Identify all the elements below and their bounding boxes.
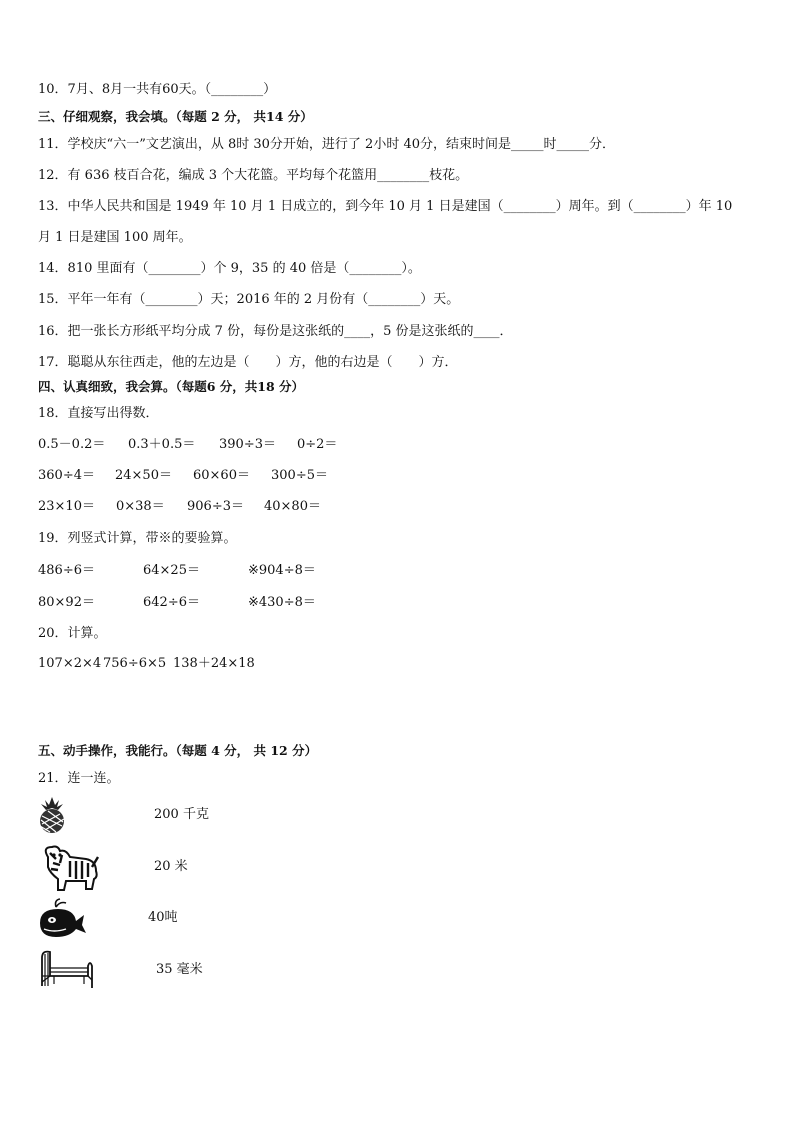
- q18-item: 0×38＝: [116, 499, 165, 514]
- question-15: 15．平年一年有（________）天；2016 年的 2 月份有（________）天。: [38, 292, 460, 307]
- question-12: 12．有 636 枝百合花，编成 3 个大花篮。平均每个花篮用________枝花。: [38, 168, 469, 183]
- section-3-heading: 三、仔细观察，我会填。（每题 2 分， 共14 分）: [38, 109, 313, 124]
- q18-item: 390÷3＝: [219, 437, 276, 452]
- question-16: 16．把一张长方形纸平均分成 7 份，每份是这张纸的____，5 份是这张纸的____．: [38, 324, 513, 339]
- pineapple-icon: [36, 796, 68, 834]
- section-4-heading: 四、认真细致，我会算。（每题6 分，共18 分）: [38, 379, 305, 394]
- tiger-icon: [36, 843, 100, 893]
- match-label: 200 千克: [154, 807, 209, 822]
- question-21: 21．连一连。: [38, 771, 120, 786]
- q18-item: 300÷5＝: [271, 468, 328, 483]
- whale-icon: [36, 897, 88, 939]
- q18-item: 24×50＝: [115, 468, 172, 483]
- match-label: 35 毫米: [156, 962, 203, 977]
- q19-item: 80×92＝: [38, 595, 95, 610]
- q19-item: 642÷6＝: [143, 595, 200, 610]
- q19-item: 64×25＝: [143, 563, 200, 578]
- q19-item: ※430÷8＝: [248, 595, 316, 610]
- question-19: 19．列竖式计算，带※的要验算。: [38, 531, 237, 546]
- q18-item: 906÷3＝: [187, 499, 244, 514]
- question-17: 17．聪聪从东往西走，他的左边是（ ）方，他的右边是（ ）方．: [38, 355, 458, 370]
- question-11: 11．学校庆“六一”文艺演出，从 8时 30分开始，进行了 2小时 40分，结束时间是_____时_____分．: [38, 137, 615, 152]
- q18-item: 40×80＝: [264, 499, 321, 514]
- q18-item: 60×60＝: [193, 468, 250, 483]
- q19-item: ※904÷8＝: [248, 563, 316, 578]
- question-10: 10．7月、8月一共有60天。（________）: [38, 82, 277, 97]
- q20-item: 138＋24×18: [173, 656, 255, 671]
- q18-item: 0.5－0.2＝: [38, 437, 106, 452]
- q20-item: 756÷6×5: [103, 656, 167, 671]
- q18-item: 23×10＝: [38, 499, 95, 514]
- q20-item: 107×2×4: [38, 656, 102, 671]
- question-14: 14．810 里面有（________）个 9，35 的 40 倍是（________）。: [38, 261, 421, 276]
- match-label: 20 米: [154, 859, 188, 874]
- q19-item: 486÷6＝: [38, 563, 95, 578]
- bed-icon: [38, 946, 94, 990]
- q18-item: 0.3＋0.5＝: [128, 437, 196, 452]
- match-label: 40吨: [148, 910, 178, 925]
- q18-item: 0÷2＝: [297, 437, 338, 452]
- question-13-line-2: 月 1 日是建国 100 周年。: [38, 230, 192, 245]
- question-20: 20．计算。: [38, 626, 107, 641]
- section-5-heading: 五、动手操作，我能行。（每题 4 分， 共 12 分）: [38, 743, 318, 758]
- q18-item: 360÷4＝: [38, 468, 95, 483]
- question-18: 18．直接写出得数．: [38, 406, 159, 421]
- question-13-line-1: 13．中华人民共和国是 1949 年 10 月 1 日成立的，到今年 10 月 1 日是建国（________）周年。到（________）年 10: [38, 199, 733, 214]
